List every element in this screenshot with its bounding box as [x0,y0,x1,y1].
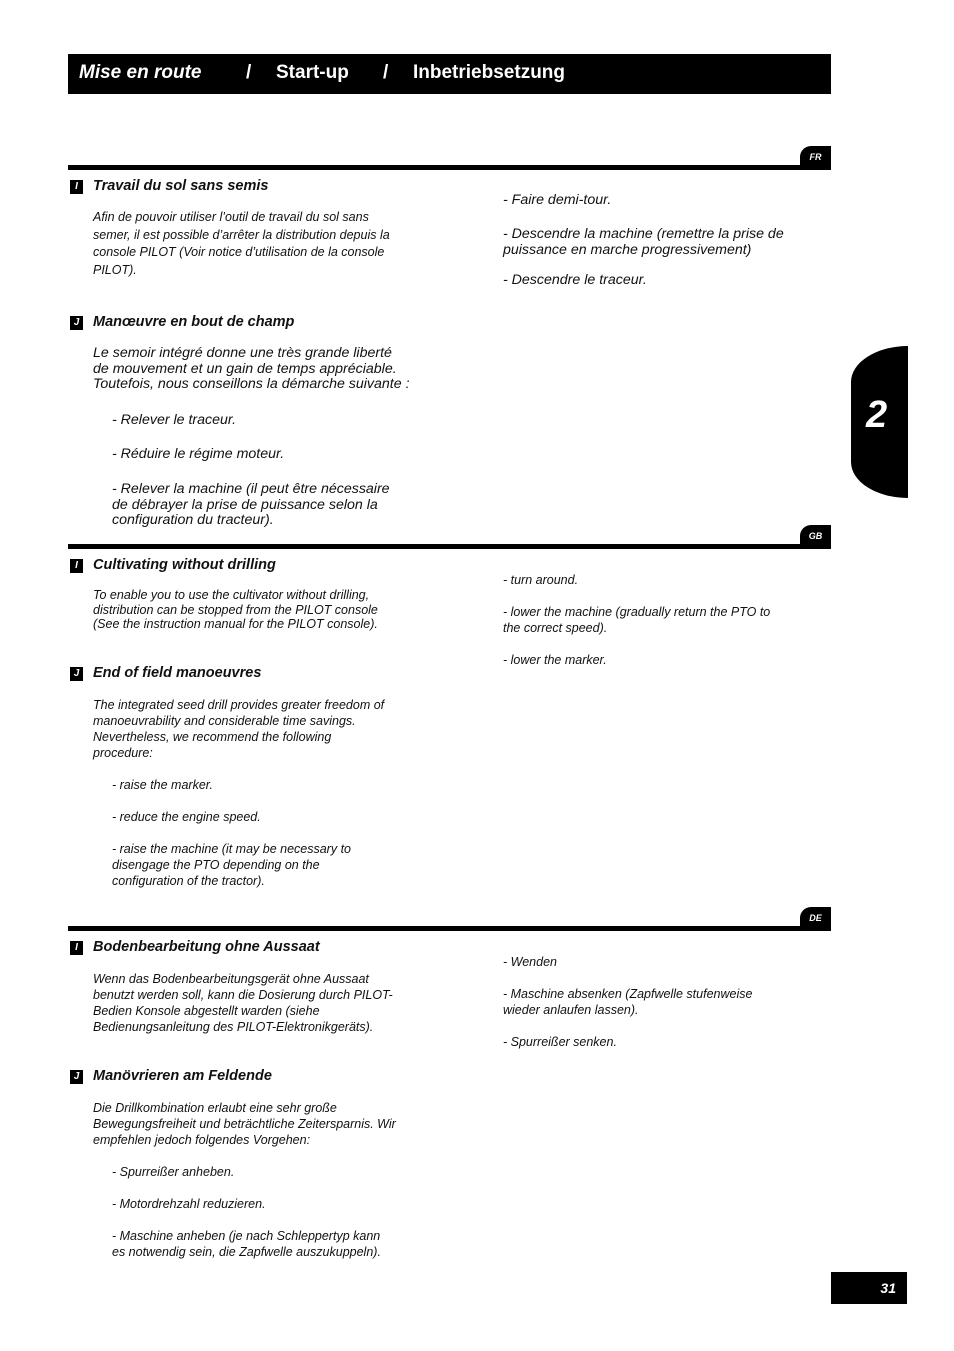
list-item: - Descendre le traceur. [503,272,647,288]
header-separator: / [246,62,252,83]
header-title-en: Start-up [276,62,349,83]
list-item: - Relever le traceur. [112,412,237,428]
heading-gb-i: Cultivating without drilling [93,557,276,573]
section-marker-i: I [70,941,83,955]
list-item: - lower the marker. [503,653,607,667]
section-marker-j: J [70,316,83,330]
heading-gb-j: End of field manoeuvres [93,665,262,681]
section-rule-de [68,926,831,931]
language-badge-fr: FR [800,146,831,168]
list-item: - Maschine anheben (je nach Schleppertyp kann es notwendig sein, die Zapfwelle auszukuppeln). [112,1229,381,1259]
body-fr-i: Afin de pouvoir utiliser l’outil de travail du sol sans semer, il est possible d’arrêter la distribution depuis la console PILOT (Voir notice d’utilisation de la console PILOT). [93,210,390,277]
body-de-i: Wenn das Bodenbearbeitungsgerät ohne Aussaat benutzt werden soll, kann die Dosierung durch PILOT- Bedien Konsole abgestellt warden (siehe Bedienungsanleitung des PILOT-Elektronikgeräts). [93,972,393,1034]
list-item: - Réduire le régime moteur. [112,446,285,462]
list-item: - Spurreißer senken. [503,1035,617,1049]
heading-fr-j: Manœuvre en bout de champ [93,314,295,330]
list-item: - Maschine absenken (Zapfwelle stufenweise wieder anlaufen lassen). [503,987,753,1017]
list-item: - turn around. [503,573,579,587]
section-rule-gb [68,544,831,549]
body-gb-i: To enable you to use the cultivator without drilling, distribution can be stopped from the PILOT console (See the instruction manual for the PILOT console). [93,588,378,631]
section-marker-j: J [70,667,83,681]
list-item: - reduce the engine speed. [112,810,261,824]
list-item: - Relever la machine (il peut être nécessaire de débrayer la prise de puissance selon la configuration du tracteur). [112,481,390,528]
list-item: - raise the marker. [112,778,213,792]
header-title-de: Inbetriebsetzung [413,62,566,83]
section-marker-j: J [70,1070,83,1084]
language-badge-gb: GB [800,525,831,547]
header-separator: / [383,62,389,83]
header-bar [68,54,831,94]
section-marker-i: I [70,559,83,573]
section-rule-fr [68,165,831,170]
heading-de-j: Manövrieren am Feldende [93,1068,272,1084]
body-gb-j: The integrated seed drill provides greater freedom of manoeuvrability and considerable time savings. Nevertheless, we recommend the following procedure: [93,698,385,760]
heading-de-i: Bodenbearbeitung ohne Aussaat [93,939,320,955]
list-item: - Descendre la machine (remettre la prise de puissance en marche progressivement) [503,226,784,258]
list-item: - Wenden [503,955,557,969]
list-item: - raise the machine (it may be necessary to disengage the PTO depending on the configuration of the tractor). [112,842,351,888]
language-badge-de: DE [800,907,831,929]
list-item: - Spurreißer anheben. [112,1165,235,1179]
header-title-fr: Mise en route [79,62,202,83]
heading-fr-i: Travail du sol sans semis [93,178,269,194]
list-item: - Faire demi-tour. [503,192,612,208]
chapter-number: 2 [866,394,888,436]
section-marker-i: I [70,180,83,194]
list-item: - lower the machine (gradually return the PTO to the correct speed). [503,605,771,635]
body-fr-j: Le semoir intégré donne une très grande liberté de mouvement et un gain de temps appréciable. Toutefois, nous conseillons la démarche suivante : [93,345,410,392]
page-number: 31 [831,1272,907,1304]
body-de-j: Die Drillkombination erlaubt eine sehr große Bewegungsfreiheit und beträchtliche Zeitersparnis. Wir empfehlen jedoch folgendes Vorgehen: [93,1101,396,1147]
list-item: - Motordrehzahl reduzieren. [112,1197,266,1211]
